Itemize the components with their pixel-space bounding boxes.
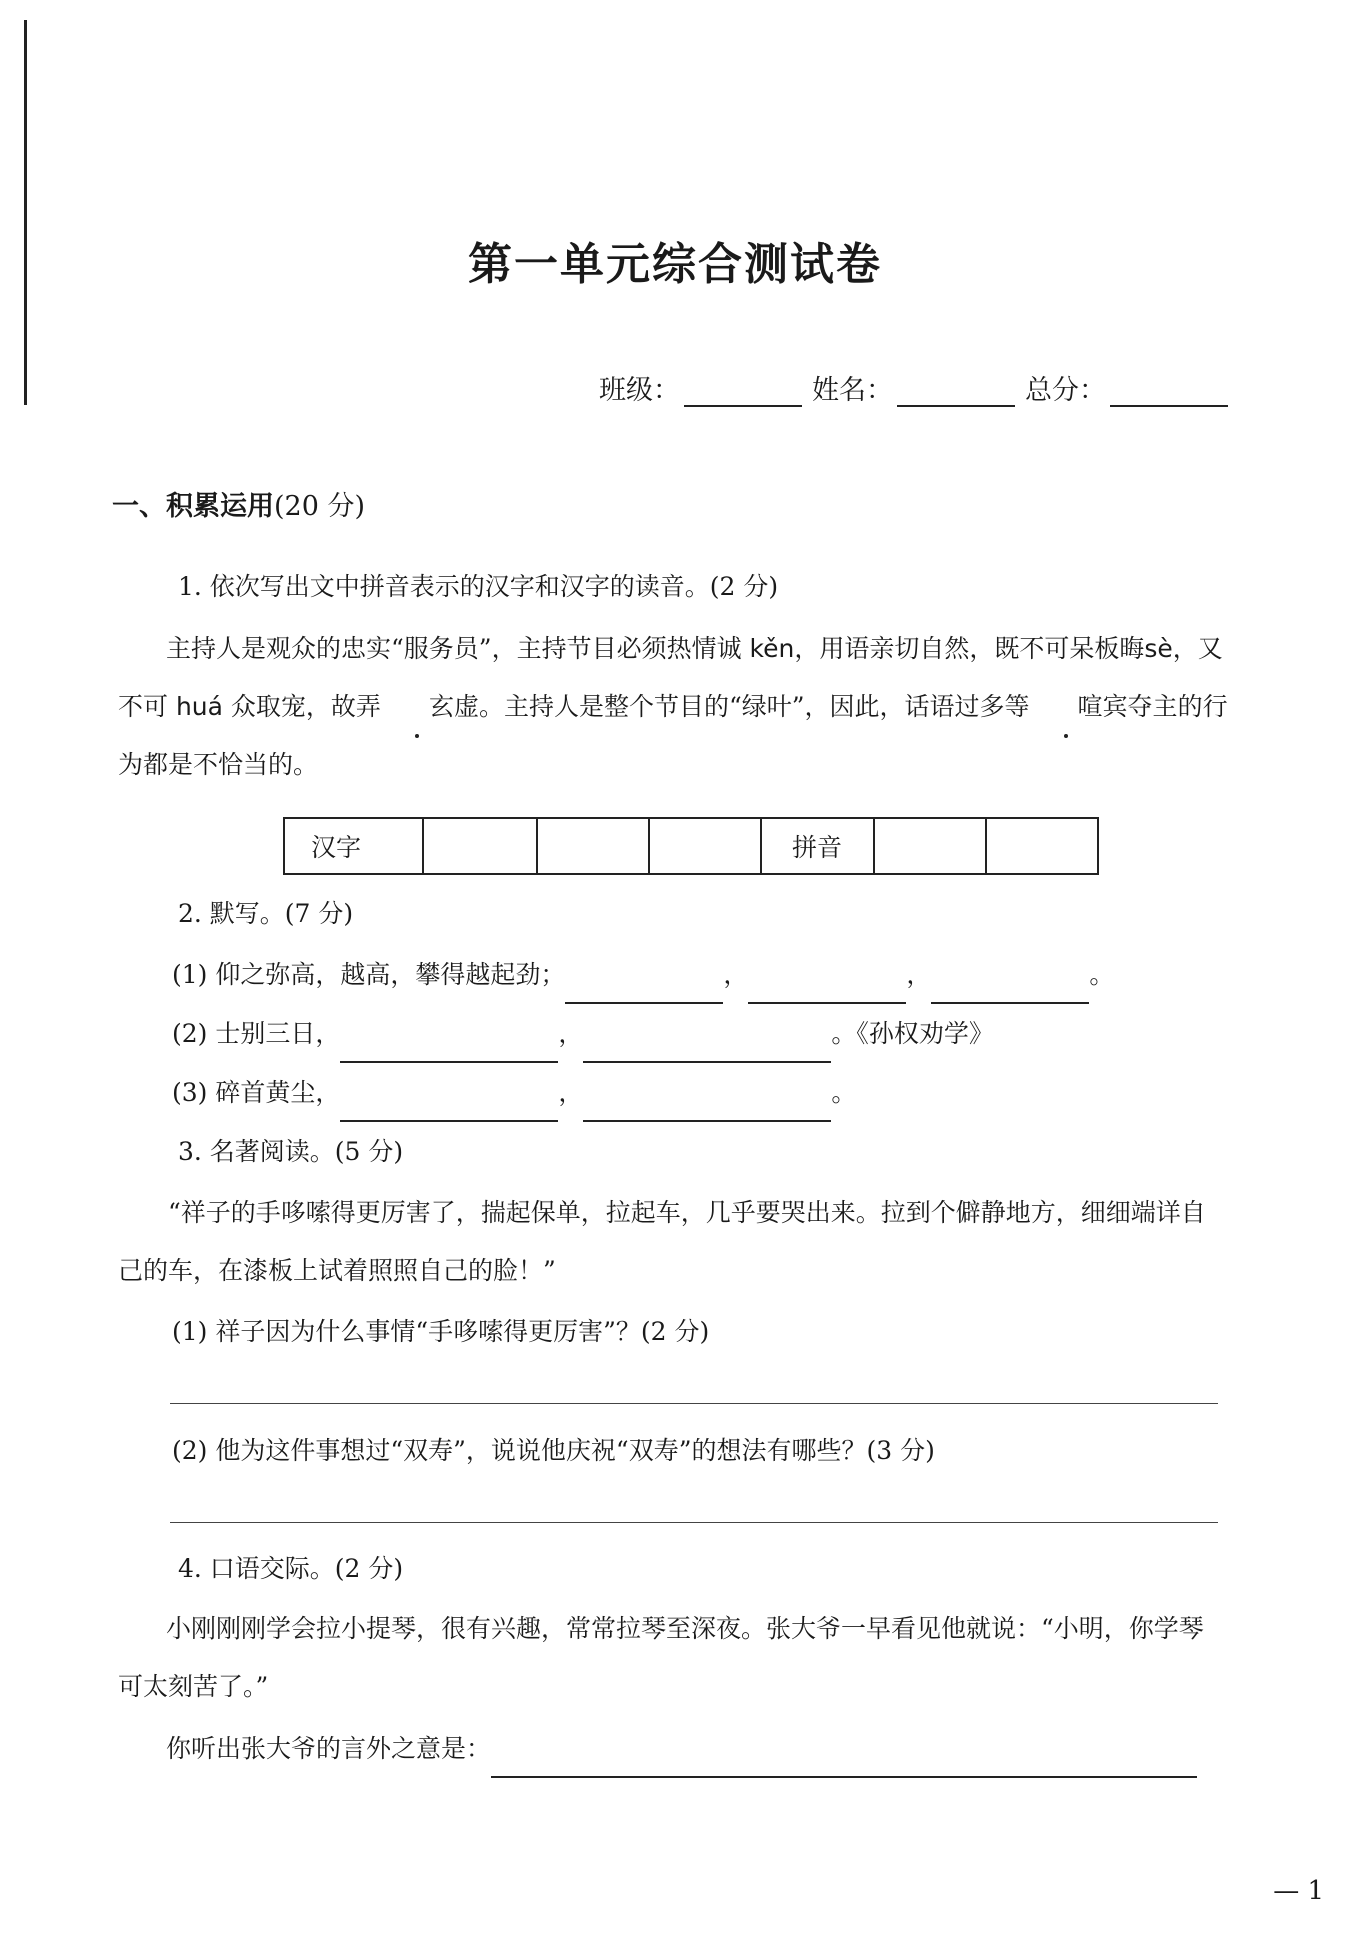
fill-blank[interactable] bbox=[931, 972, 1089, 1004]
q1-answer-table bbox=[283, 817, 1099, 875]
q2-line2: (2) 士别三日， ， 。《孙权劝学》 bbox=[172, 1005, 994, 1063]
q1-stem: 1. 依次写出文中拼音表示的汉字和汉字的读音。(2 分) bbox=[178, 572, 779, 601]
class-field[interactable] bbox=[684, 375, 802, 407]
pinyin-se: sè bbox=[1144, 634, 1173, 663]
q1-passage: 主持人是观众的忠实“服务员”，主持节目必须热情诚 kěn，用语亲切自然，既不可呆板晦sè，又不可 huá 众取宠，故弄 玄虚。主持人是整个节目的“绿叶”，因此，话语过多等 喧宾夺主的行为都是不恰当的。 bbox=[118, 634, 1228, 779]
fill-blank[interactable] bbox=[491, 1746, 1197, 1778]
table-label-hanzi: 汉字 bbox=[284, 818, 423, 874]
q4-stem: 4. 口语交际。(2 分) bbox=[178, 1554, 404, 1583]
answer-cell[interactable] bbox=[874, 818, 986, 874]
fill-blank[interactable] bbox=[583, 1090, 831, 1122]
student-info-row bbox=[599, 368, 1228, 407]
section-title: 一、积累运用 bbox=[112, 491, 274, 522]
answer-cell[interactable] bbox=[649, 818, 761, 874]
name-field[interactable] bbox=[897, 375, 1015, 407]
fill-blank[interactable] bbox=[565, 972, 723, 1004]
q4-prompt-row: 你听出张大爷的言外之意是： bbox=[166, 1720, 1197, 1778]
fill-blank[interactable] bbox=[340, 1090, 558, 1122]
score-field[interactable] bbox=[1110, 375, 1228, 407]
name-label: 姓名： bbox=[812, 375, 893, 406]
score-label: 总分： bbox=[1025, 375, 1106, 406]
binding-line bbox=[24, 20, 27, 405]
answer-cell[interactable] bbox=[986, 818, 1098, 874]
page-number: — 1 bbox=[1273, 1876, 1324, 1906]
q2-line3: (3) 碎首黄尘， ， 。 bbox=[172, 1064, 856, 1122]
q2-stem: 2. 默写。(7 分) bbox=[178, 899, 354, 928]
answer-line[interactable] bbox=[170, 1522, 1218, 1523]
section-points: (20 分) bbox=[274, 491, 366, 522]
dotted-char-xuan2: 喧 bbox=[1030, 678, 1103, 736]
q3-stem: 3. 名著阅读。(5 分) bbox=[178, 1137, 404, 1166]
q3-sub2: (2) 他为这件事想过“双寿”，说说他庆祝“双寿”的想法有哪些？(3 分) bbox=[172, 1436, 935, 1465]
q4-text: 小刚刚刚学会拉小提琴，很有兴趣，常常拉琴至深夜。张大爷一早看见他就说：“小明，你学琴可太刻苦了。” bbox=[118, 1614, 1204, 1701]
class-label: 班级： bbox=[599, 375, 680, 406]
dotted-char-xuan: 玄 bbox=[381, 678, 454, 736]
answer-cell[interactable] bbox=[537, 818, 649, 874]
q3-sub1: (1) 祥子因为什么事情“手哆嗦得更厉害”？(2 分) bbox=[172, 1317, 710, 1346]
pinyin-hua: huá bbox=[168, 692, 231, 721]
fill-blank[interactable] bbox=[748, 972, 906, 1004]
pinyin-ken: kěn bbox=[741, 634, 795, 663]
q3-quote: “祥子的手哆嗦得更厉害了，揣起保单，拉起车，几乎要哭出来。拉到个僻静地方，细细端详自己的车，在漆板上试着照照自己的脸！” bbox=[118, 1198, 1206, 1285]
answer-line[interactable] bbox=[170, 1403, 1218, 1404]
section-heading bbox=[112, 484, 365, 523]
page-title: 第一单元综合测试卷 bbox=[468, 239, 882, 290]
fill-blank[interactable] bbox=[583, 1031, 831, 1063]
q2-line1: (1) 仰之弥高，越高，攀得越起劲； ， ， 。 bbox=[172, 946, 1114, 1004]
fill-blank[interactable] bbox=[340, 1031, 558, 1063]
answer-cell[interactable] bbox=[423, 818, 537, 874]
table-label-pinyin: 拼音 bbox=[761, 818, 874, 874]
